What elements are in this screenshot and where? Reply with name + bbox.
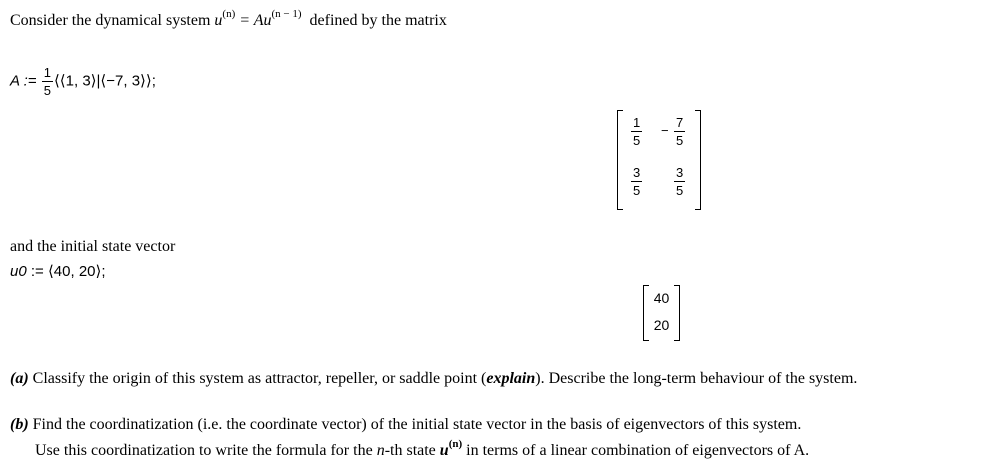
part-a-text2: ). Describe the long-term behaviour of the system.: [535, 370, 858, 387]
vector-command-rest: := ⟨40, 20⟩;: [26, 263, 106, 280]
matrix-cell-a12: − 7 5: [661, 115, 684, 148]
initial-state-text: and the initial state vector: [10, 238, 176, 255]
vector-output: [643, 285, 680, 341]
fraction-numerator: 1: [43, 65, 51, 80]
minus-sign: −: [661, 123, 669, 138]
part-b-line2-a: Use this coordinatization to write the formula for the: [35, 442, 377, 459]
matrix-output: [617, 110, 701, 210]
part-a: [10, 370, 857, 388]
part-b-line2: [35, 438, 810, 460]
intro-text-before: Consider the dynamical system: [10, 12, 211, 29]
part-b-text1: Find the coordinatization (i.e. the coordinate vector) of the initial state vector in the basis of eigenvectors of this system.: [28, 416, 802, 433]
matrix-command-lhs: A :=: [10, 72, 37, 90]
matrix-cell-a11: 1 5: [633, 115, 641, 148]
part-b-u: u: [439, 442, 449, 459]
matrix-left-bracket: [617, 110, 623, 210]
intro-lhs-sup: (n): [222, 8, 236, 20]
matrix-cell-a22: 3 5: [676, 165, 684, 198]
part-b-n: n: [376, 442, 385, 459]
fraction-denominator: 5: [43, 83, 51, 98]
intro-text-after: defined by the matrix: [309, 12, 447, 29]
matrix-command: [10, 66, 156, 97]
part-a-text1: Classify the origin of this system as attractor, repeller, or saddle point (: [28, 370, 487, 387]
part-b-sup: (n): [448, 438, 463, 450]
part-a-emphasis: explain: [486, 370, 536, 387]
part-b-line2-c: in terms of a linear combination of eigenvectors of A.: [462, 442, 810, 459]
part-b-line1: [10, 416, 801, 434]
part-b-line2-b: -th state: [384, 442, 440, 459]
part-b-label: (b): [10, 416, 29, 433]
matrix-right-bracket: [695, 110, 701, 210]
matrix-command-fraction: [42, 66, 53, 97]
vector-entry-1: 40: [653, 290, 670, 306]
part-a-label: (a): [10, 370, 29, 387]
intro-lhs-var: u: [214, 12, 223, 29]
vector-command-lhs: u0: [10, 263, 27, 280]
vector-command: [10, 262, 106, 280]
vector-entry-2: 20: [653, 317, 670, 333]
intro-rhs-sup: (n − 1): [271, 8, 302, 20]
matrix-command-rest: ⟨⟨1, 3⟩|⟨−7, 3⟩⟩;: [53, 72, 156, 90]
intro-eq-mid: = Au: [235, 12, 272, 29]
matrix-cell-a21: 3 5: [633, 165, 641, 198]
intro-line: [10, 8, 447, 30]
